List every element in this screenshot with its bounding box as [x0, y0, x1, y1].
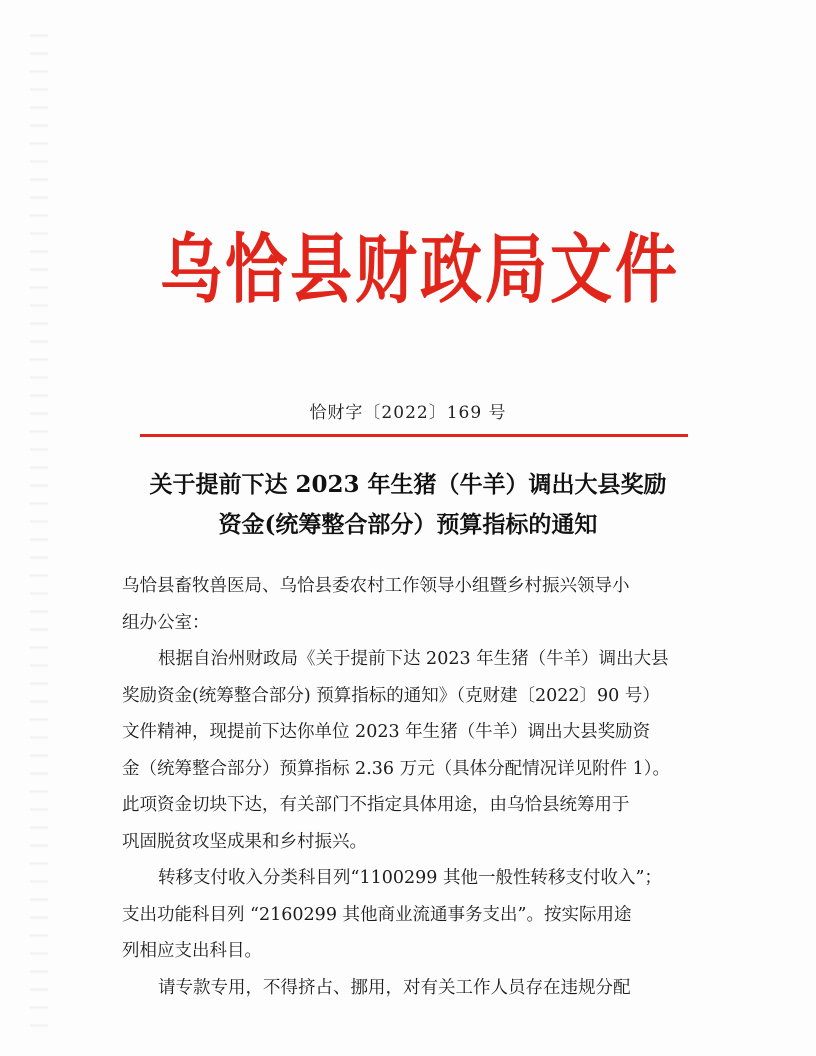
- body-line: 文件精神，现提前下达你单位 2023 年生猪（牛羊）调出大县奖励资: [122, 722, 651, 742]
- body-line-paragraph2: 转移支付收入分类科目列“1100299 其他一般性转移支付收入”；: [158, 868, 662, 888]
- body-line: 此项资金切块下达，有关部门不指定具体用途，由乌恰县统筹用于: [122, 795, 630, 815]
- body-line: 支出功能科目列 “2160299 其他商业流通事务支出”。按实际用途: [122, 904, 632, 925]
- body-line: 列相应支出科目。: [122, 941, 262, 961]
- body-line-paragraph3: 请专款专用，不得挤占、挪用，对有关工作人员存在违规分配: [158, 977, 631, 998]
- notice-title-line-2: 资金(统筹整合部分）预算指标的通知: [218, 511, 598, 538]
- issuer-header-title: 乌恰县财政局文件: [159, 224, 680, 314]
- notice-body: [122, 568, 702, 1006]
- body-line-paragraph1: 根据自治州财政局《关于提前下达 2023 年生猪（牛羊）调出大县: [158, 649, 669, 669]
- notice-title: [100, 465, 716, 545]
- body-line: 金（统筹整合部分）预算指标 2.36 万元（具体分配情况详见附件 1）。: [122, 758, 671, 779]
- notice-title-line-1: 关于提前下达 2023 年生猪（牛羊）调出大县奖励: [149, 471, 667, 498]
- body-line-recipients: 乌恰县畜牧兽医局、乌恰县委农村工作领导小组暨乡村振兴领导小: [122, 576, 630, 596]
- body-line: 奖励资金(统筹整合部分) 预算指标的通知》（克财建〔2022〕90 号）: [122, 685, 660, 706]
- body-line: 巩固脱贫攻坚成果和乡村振兴。: [122, 831, 367, 852]
- red-divider-line: [140, 434, 688, 437]
- scan-artifact-edge: [30, 20, 48, 1040]
- document-number: 恰财字〔2022〕169 号: [309, 403, 507, 423]
- body-line-recipients-cont: 组办公室：: [122, 612, 210, 633]
